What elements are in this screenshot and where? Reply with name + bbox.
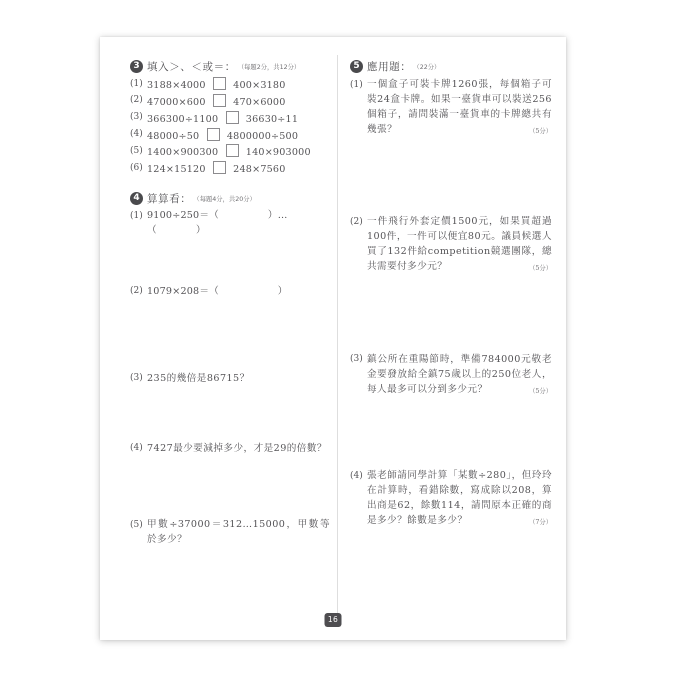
answer-blank-box[interactable] [226,111,239,124]
section-3-badge: 3 [130,60,143,73]
question-text: 張老師請同學計算「某數÷280」，但玲玲在計算時，看錯除數，寫成除以208，算出商是62，餘數114，請問原本正確的商是多少？餘數是多少？ [367,470,552,527]
question-row [130,442,330,457]
question-row [350,78,552,137]
section-5-title: 應用題： [367,61,412,73]
section-4-badge: 4 [130,192,143,205]
question-body[interactable] [367,353,552,398]
question-body[interactable]: 甲數÷37000＝312…15000，甲數等於多少？ [147,519,330,546]
question-body [147,94,330,111]
page-number-badge: 16 [325,613,342,627]
answer-blank-box[interactable] [226,144,239,157]
question-row [130,144,330,161]
answer-space[interactable] [130,456,330,518]
question-number: (1) [130,78,143,89]
question-number: (6) [130,162,143,173]
question-number: (3) [350,354,363,365]
answer-blank-box[interactable] [213,161,226,174]
expression-left: 124×15120 [147,164,206,176]
question-row [130,285,330,300]
section-5-score-note: （22分） [413,64,441,71]
section-4-heading [130,191,330,206]
question-row [130,209,330,239]
answer-space[interactable] [130,239,330,285]
question-row [350,469,552,528]
worksheet-page [100,37,566,640]
question-number: (5) [130,145,143,156]
section-5-heading [350,59,552,74]
expression-right: 248×7560 [233,164,286,176]
answer-space[interactable] [130,300,330,372]
question-number: (5) [130,519,143,530]
section-4-score-note: （每題4分，共20分） [193,196,256,204]
expression-left: 48000÷50 [147,130,200,142]
question-body[interactable] [367,215,552,274]
question-text: 鎮公所在重陽節時，準備784000元敬老金要發放給全鎮75歲以上的250位老人，每人最多可以分到多少元？ [367,353,552,395]
question-row [130,94,330,111]
question-row [130,372,330,387]
section-3-title: 填入＞、＜或＝： [147,61,236,73]
question-number: (3) [130,112,143,123]
question-score: （5分） [529,265,552,273]
question-score: （5分） [529,387,552,395]
section-3-heading [130,59,330,74]
question-body[interactable]: 9100÷250＝（ ）…（ ） [147,210,288,237]
section-4 [130,191,330,548]
question-text: 一件飛行外套定價1500元，如果買超過100件，一件可以便宜80元。議員候選人買了132件給competition競選團隊，總共需要付多少元？ [367,216,552,273]
question-row [130,518,330,548]
question-row [350,353,552,398]
expression-left: 366300÷1100 [147,113,219,125]
section-5 [350,59,552,529]
expression-left: 47000×600 [147,96,206,108]
question-number: (2) [130,286,143,297]
question-number: (2) [350,216,363,227]
question-row [130,161,330,178]
question-row [130,77,330,94]
expression-left: 1400×900300 [147,147,219,159]
question-number: (3) [130,373,143,384]
question-number: (1) [130,210,143,221]
question-body [147,111,330,128]
section-5-badge: 5 [350,60,363,73]
section-3-score-note: （每題2分，共12分） [237,64,301,71]
question-body [147,161,330,178]
answer-space[interactable] [350,275,552,353]
question-body[interactable]: 235的幾倍是86715？ [147,372,250,384]
question-text: 一個盒子可裝卡牌1260張，每個箱子可裝24盒卡牌。如果一臺貨車可以裝送256個箱子，請問裝滿一臺貨車的卡牌總共有幾張？ [367,79,552,135]
answer-space[interactable] [130,387,330,442]
answer-space[interactable] [350,397,552,469]
expression-left: 3188×4000 [147,80,206,91]
expression-right: 36630÷11 [245,113,299,125]
question-body [147,128,330,145]
question-row [130,128,330,145]
question-body[interactable] [367,469,552,528]
section-4-title: 算算看： [147,193,192,206]
column-divider [337,55,338,625]
question-number: (4) [350,470,363,481]
question-body [147,144,330,161]
answer-blank-box[interactable] [213,94,226,107]
question-row [350,215,552,274]
answer-blank-box[interactable] [207,128,220,141]
question-body[interactable] [367,78,552,137]
expression-right: 400×3180 [233,80,286,91]
expression-right: 140×903000 [245,147,311,159]
question-score: （7分） [529,519,552,527]
expression-right: 470×6000 [233,96,286,108]
question-number: (1) [350,79,363,90]
expression-right: 4800000÷500 [226,130,299,142]
left-column [130,37,330,548]
right-column [350,37,552,529]
question-body [147,77,330,94]
question-number: (4) [130,443,143,454]
question-number: (4) [130,129,143,140]
answer-blank-box[interactable] [213,77,226,90]
question-row [130,111,330,128]
question-body[interactable]: 7427最少要減掉多少，才是29的倍數？ [147,442,327,454]
question-body[interactable]: 1079×208＝（ ） [147,285,288,297]
question-score: （5分） [529,127,552,135]
answer-space[interactable] [350,137,552,215]
section-3 [130,59,330,178]
question-number: (2) [130,95,143,106]
